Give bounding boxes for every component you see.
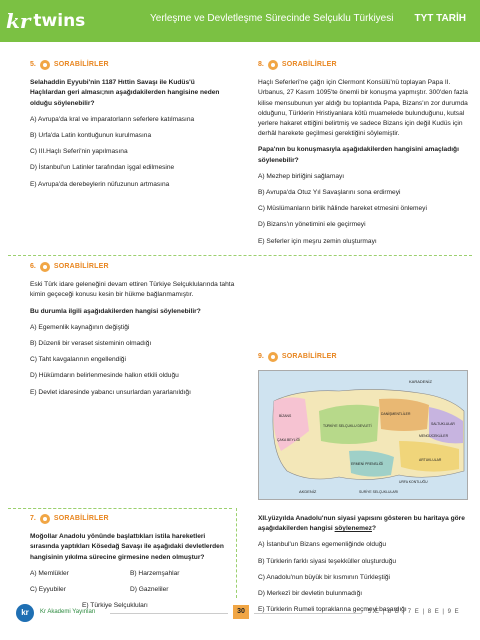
question-number: 7.	[30, 515, 36, 522]
map-label: KARADENİZ	[409, 379, 432, 384]
option-a[interactable]: A) Avrupa'da kral ve imparatorların seferlere katılmasına	[30, 115, 195, 123]
gear-icon	[40, 60, 50, 70]
section-divider	[8, 255, 472, 256]
option-c[interactable]: C) Anadolu'nun büyük bir kısmının Türkleştiği	[258, 573, 390, 581]
option-a[interactable]: A) Egemenlik kaynağının değiştiği	[30, 323, 130, 331]
question-8	[258, 60, 468, 253]
column-divider	[236, 508, 237, 598]
page-footer	[0, 602, 480, 640]
option-e[interactable]: E) Avrupa'da derebeylerin nüfuzunun artmasına	[30, 180, 170, 188]
question-header	[30, 60, 230, 70]
option-d[interactable]: D) Gazneliler	[130, 586, 169, 594]
option-b[interactable]: B) Urfa'da Latin kontluğunun kurulmasına	[30, 132, 152, 140]
option-d[interactable]: D) Bizans'ın yönetimini ele geçirmeyi	[258, 221, 366, 229]
question-6	[30, 262, 235, 404]
sorabilirler-label: SORABİLİRLER	[281, 61, 337, 68]
section-divider	[8, 508, 232, 509]
stem-prefix: XII.yüzyılda Anadolu'nun siyasi yapısını gösteren bu haritaya göre aşağıdakilerden hangisi	[258, 515, 465, 533]
question-9-header	[258, 352, 468, 370]
sorabilirler-label: SORABİLİRLER	[281, 353, 337, 360]
question-number: 9.	[258, 353, 264, 360]
option-a[interactable]: A) İstanbul'un Bizans egemenliğinde olduğu	[258, 541, 387, 549]
question-number: 5.	[30, 61, 36, 68]
gear-icon	[40, 262, 50, 272]
question-header	[258, 352, 468, 362]
option-c[interactable]: C) Müslümanların birlik hâlinde hareket etmesini önlemeyi	[258, 205, 427, 213]
question-stem: Bu durumla ilgili aşağıdakilerden hangisi söylenebilir?	[30, 307, 201, 315]
footer-rule	[110, 613, 228, 614]
option-e[interactable]: E) Türkiye Selçukluları	[82, 602, 148, 610]
question-header	[258, 60, 468, 70]
question-header	[30, 514, 235, 524]
footer-rule	[254, 613, 362, 614]
option-c[interactable]: C) Eyyubiler	[30, 586, 66, 594]
page-header	[0, 0, 480, 42]
publisher-logo-icon: kr	[16, 604, 34, 622]
question-stem: Moğollar Anadolu yönünde başlattıkları istila hareketleri sırasında yaptıkları Kösedağ Savaşı ile aşağıdaki devletlerden hangisinin yıkılma sürecine girmesine neden olmuştur?	[30, 533, 224, 561]
option-d[interactable]: D) Hükümdarın belirlenmesinde halkın etkili olduğu	[30, 372, 179, 380]
map-label: URFA KONTLUĞU	[399, 480, 428, 484]
question-5	[30, 60, 230, 196]
question-stem: Papa'nın bu konuşmasıyla aşağıdakilerden hangisini amaçladığı söylenebilir?	[258, 146, 459, 164]
logo-twins: twins	[33, 11, 86, 31]
map-label: SALTUKLULAR	[431, 422, 455, 426]
map-svg	[259, 371, 468, 500]
option-b[interactable]: B) Harzemşahlar	[130, 569, 180, 577]
page-number: 30	[233, 605, 249, 619]
publisher-name: Kr Akademi Yayınları	[40, 609, 96, 615]
map-label: DANİŞMENTLİLER	[381, 412, 411, 416]
sorabilirler-label: SORABİLİRLER	[53, 61, 109, 68]
map-label: SURİYE SELÇUKLULARI	[359, 490, 399, 494]
option-e[interactable]: E) Devlet idaresinde yabancı unsurlardan yararlanıldığı	[30, 388, 191, 396]
gear-icon	[268, 60, 278, 70]
map-label: MENGÜCEKLİLER	[419, 434, 449, 438]
sorabilirler-label: SORABİLİRLER	[53, 515, 109, 522]
option-b[interactable]: B) Düzenli bir veraset sisteminin olmadığı	[30, 340, 152, 348]
option-b[interactable]: B) Avrupa'da Otuz Yıl Savaşlarını sona erdirmeyi	[258, 189, 401, 197]
logo-kr: kr	[6, 9, 31, 33]
map-label: BİZANS	[279, 414, 292, 418]
question-number: 8.	[258, 61, 264, 68]
map-label: TÜRKİYE SELÇUKLU DEVLETİ	[323, 424, 372, 428]
option-e[interactable]: E) Seferler için meşru zemin oluşturmayı	[258, 237, 377, 245]
answer-key: 5 E | 6 B | 7 E | 8 E | 9 E	[368, 609, 460, 615]
anatolia-map	[258, 370, 468, 500]
brand-logo	[6, 8, 85, 34]
option-row	[30, 585, 235, 595]
option-row	[30, 569, 235, 579]
question-passage: Eski Türk idare geleneğini devam ettiren Türkiye Selçuklularında tahta kimin geçeceği konusu kesin bir hükme bağlanmamıştır.	[30, 281, 235, 299]
option-e[interactable]: E) Türklerin Rumeli topraklarına geçmeyi başardığı	[258, 606, 407, 614]
subject-title: TYT TARİH	[414, 13, 466, 24]
gear-icon	[268, 352, 278, 362]
option-a[interactable]: A) Mezhep birliğini sağlamayı	[258, 172, 345, 180]
gear-icon	[40, 514, 50, 524]
option-a[interactable]: A) Memlükler	[30, 569, 69, 577]
map-label: ARTUKLULAR	[419, 458, 442, 462]
question-stem: Selahaddin Eyyubi'nin 1187 Hıttin Savaşı ile Kudüs'ü Haçlılardan geri alması;nın aşağıdakilerden hangisine neden olduğu söylenebilir?	[30, 79, 220, 107]
map-label: AKDENİZ	[299, 489, 317, 494]
stem-emphasis: söylenemez	[334, 525, 372, 533]
question-header	[30, 262, 235, 272]
map-label: ÇAKA BEYLİĞİ	[277, 438, 301, 442]
question-passage: Haçlı Seferleri'ne çağrı için Clermont Konsülü'nü toplayan Papa II. Urbanus, 27 Kasım 1095'te önemli bir konuşma yapmıştır. 300'den fazla kilise mensubunun yer aldığı bu toplantıda Papa, Bizans'ın zor durumda olduğunu, Türklerin Hristiyanlara kötü muamelede bulunduğunu, kutsal yerlere hakaret ettiğini belirtmiş ve sadece Bizans için değil Kudüs için derhâl harekete geçilmesi gerektiğini söylemiştir.	[258, 79, 468, 138]
question-number: 6.	[30, 263, 36, 270]
unit-title: Yerleşme ve Devletleşme Sürecinde Selçuklu Türkiyesi	[150, 13, 394, 24]
sorabilirler-label: SORABİLİRLER	[53, 263, 109, 270]
option-c[interactable]: C) III.Haçlı Seferi'nin yapılmasına	[30, 148, 128, 156]
option-d[interactable]: D) Merkezî bir devletin bulunmadığı	[258, 590, 363, 598]
option-d[interactable]: D) İstanbul'un Latinler tarafından işgal edilmesine	[30, 164, 175, 172]
map-label: ERMENİ PRENSLİĞİ	[351, 462, 384, 466]
option-b[interactable]: B) Türklerin farklı siyasi teşekküller oluşturduğu	[258, 557, 397, 565]
question-stem	[258, 514, 468, 534]
stem-suffix: ?	[371, 525, 377, 533]
option-c[interactable]: C) Taht kavgalarının engellendiği	[30, 356, 126, 364]
